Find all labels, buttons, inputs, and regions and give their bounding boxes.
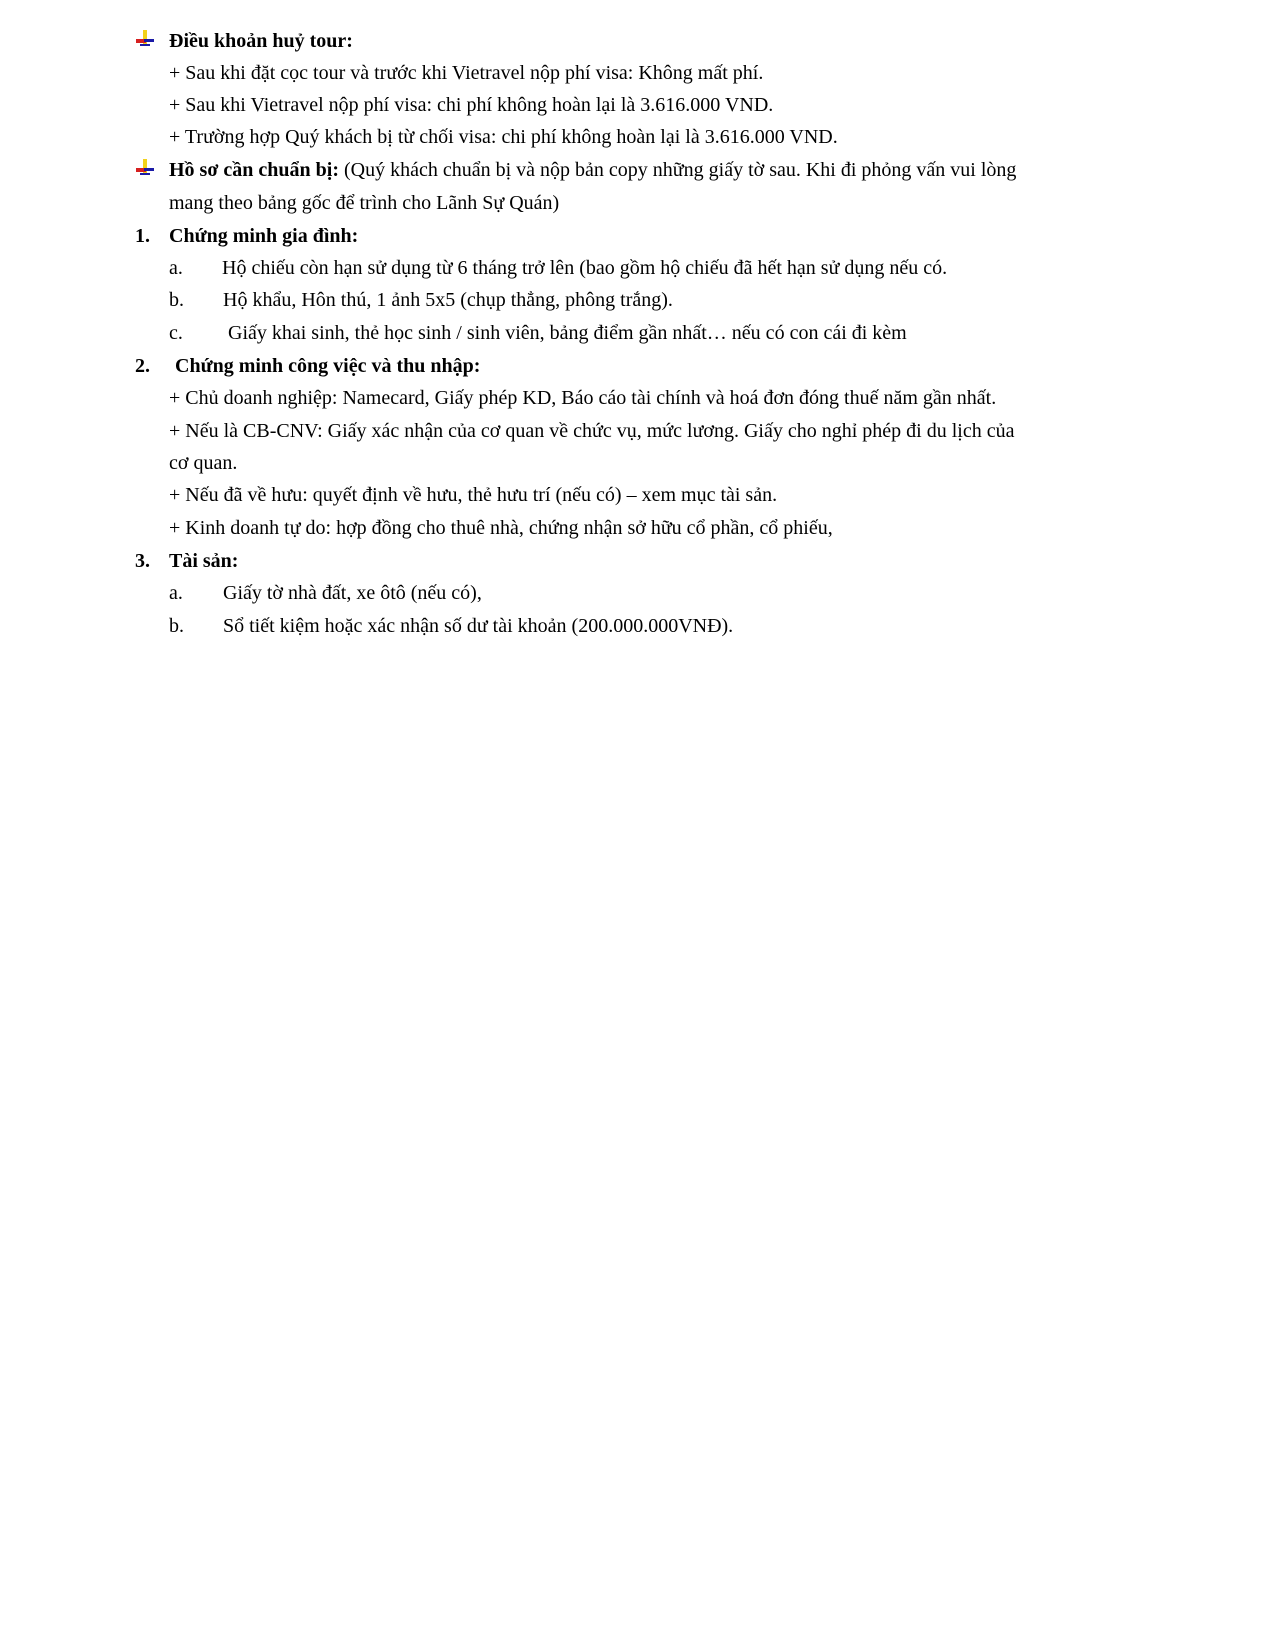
list-item: Giấy khai sinh, thẻ học sinh / sinh viên, bảng điểm gần nhất… nếu có con cái đi kèm — [228, 322, 907, 344]
list-item-label: b. — [169, 615, 184, 637]
list-item-label: c. — [169, 322, 183, 344]
list-item: Giấy tờ nhà đất, xe ôtô (nếu có), — [223, 582, 482, 604]
list-item-label: b. — [169, 289, 184, 311]
pin-bullet-icon — [135, 158, 155, 178]
list-item: Hộ khẩu, Hôn thú, 1 ảnh 5x5 (chụp thẳng, phông trắng). — [223, 289, 673, 311]
cancellation-item: + Sau khi đặt cọc tour và trước khi Vietravel nộp phí visa: Không mất phí. — [169, 62, 764, 84]
cancellation-item: + Sau khi Vietravel nộp phí visa: chi phí không hoàn lại là 3.616.000 VND. — [169, 94, 774, 116]
section-title: Tài sản: — [169, 550, 239, 572]
cancellation-item: + Trường hợp Quý khách bị từ chối visa: chi phí không hoàn lại là 3.616.000 VND. — [169, 126, 838, 148]
section-number: 2. — [135, 355, 150, 377]
pin-bullet-icon — [135, 29, 155, 49]
section-title: Chứng minh gia đình: — [169, 225, 359, 247]
list-item-label: a. — [169, 582, 183, 604]
cancellation-heading: Điều khoản huỷ tour: — [169, 30, 353, 52]
section-number: 3. — [135, 550, 150, 572]
section-number: 1. — [135, 225, 150, 247]
documents-intro — [169, 158, 1016, 182]
list-item: + Chủ doanh nghiệp: Namecard, Giấy phép KD, Báo cáo tài chính và hoá đơn đóng thuế năm gần nhất. — [169, 387, 997, 409]
list-item: + Nếu đã về hưu: quyết định về hưu, thẻ hưu trí (nếu có) – xem mục tài sản. — [169, 484, 778, 506]
list-item-continuation: cơ quan. — [169, 452, 238, 474]
list-item: + Kinh doanh tự do: hợp đồng cho thuê nhà, chứng nhận sở hữu cổ phần, cổ phiếu, — [169, 517, 833, 539]
documents-heading: Hồ sơ cần chuẩn bị: — [169, 159, 339, 181]
list-item-label: a. — [169, 257, 183, 279]
list-item: + Nếu là CB-CNV: Giấy xác nhận của cơ quan về chức vụ, mức lương. Giấy cho nghỉ phép đi du lịch của — [169, 420, 1015, 442]
documents-note-continued: mang theo bảng gốc để trình cho Lãnh Sự Quán) — [169, 192, 560, 214]
section-title: Chứng minh công việc và thu nhập: — [175, 355, 481, 377]
list-item: Hộ chiếu còn hạn sử dụng từ 6 tháng trở lên (bao gồm hộ chiếu đã hết hạn sử dụng nếu có. — [222, 257, 948, 279]
documents-note: (Quý khách chuẩn bị và nộp bản copy những giấy tờ sau. Khi đi phỏng vấn vui lòng — [339, 159, 1017, 181]
list-item: Sổ tiết kiệm hoặc xác nhận số dư tài khoản (200.000.000VNĐ). — [223, 615, 734, 637]
